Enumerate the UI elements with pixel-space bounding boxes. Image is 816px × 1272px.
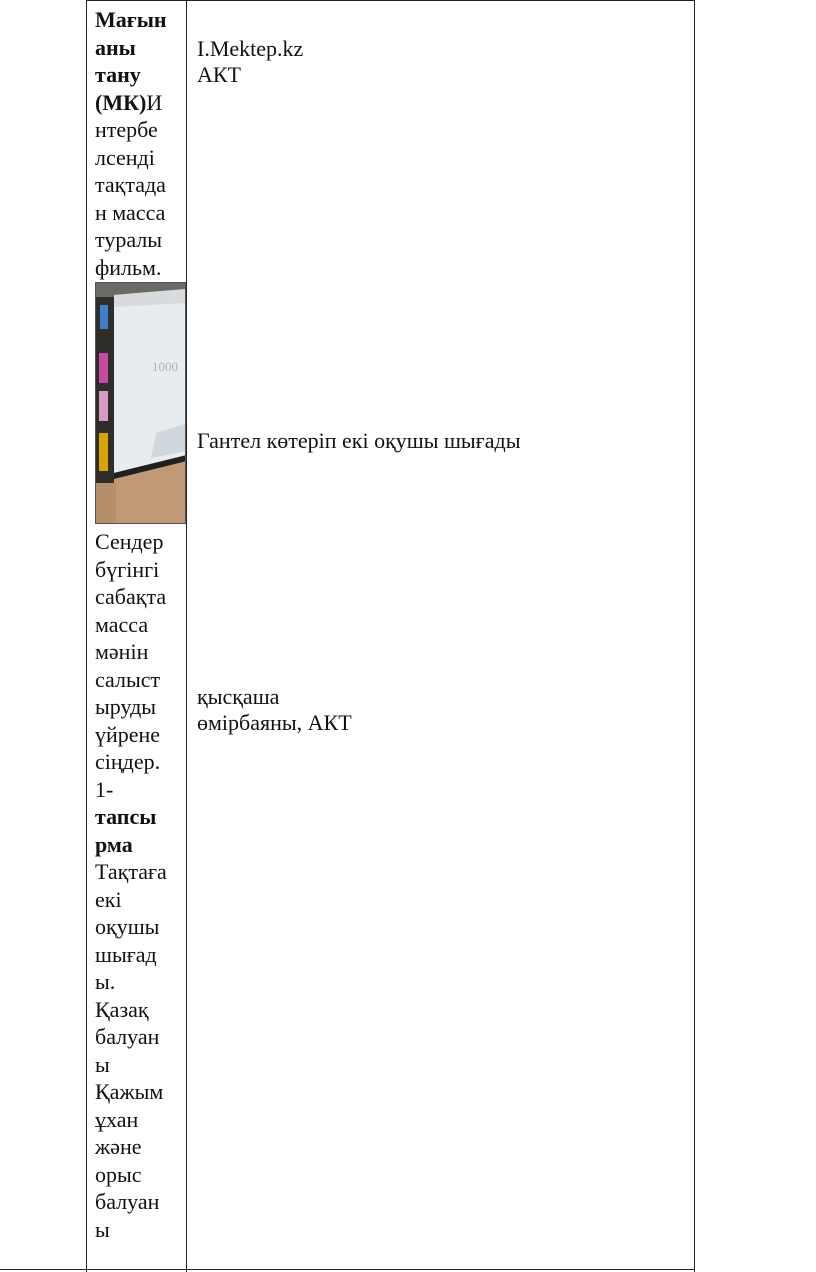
text-line-content: ыруды bbox=[95, 694, 157, 719]
text-line-content: Мағын bbox=[95, 7, 167, 32]
text-line bbox=[95, 941, 183, 969]
text-line bbox=[95, 1106, 183, 1134]
text-line-content: ұхан bbox=[95, 1106, 139, 1132]
text-line bbox=[95, 1133, 183, 1161]
table-border-bottom bbox=[0, 1269, 695, 1270]
text-line-content: балуан bbox=[95, 1024, 160, 1049]
text-line bbox=[95, 748, 183, 776]
text-line-content: туралы bbox=[95, 227, 163, 252]
text-line bbox=[95, 1188, 183, 1216]
text-line-content: ы bbox=[95, 1051, 110, 1077]
text-line bbox=[95, 226, 183, 254]
text-line bbox=[95, 556, 183, 584]
text-line bbox=[95, 89, 183, 117]
screen-number-text: 1000 bbox=[152, 359, 178, 374]
text-line-content: балуан bbox=[95, 1189, 160, 1214]
activity-description-bottom bbox=[95, 528, 183, 1243]
table-border-top bbox=[86, 0, 695, 1]
text-line bbox=[95, 666, 183, 694]
text-line bbox=[95, 1051, 183, 1079]
text-line-content: сабақта bbox=[95, 584, 167, 609]
text-line-content: бүгінгі bbox=[95, 556, 160, 582]
activity-description-top bbox=[95, 6, 183, 281]
text-line-content: сіңдер. bbox=[95, 749, 161, 774]
resource-line: Гантел көтеріп екі оқушы шығады bbox=[197, 428, 521, 453]
text-line bbox=[95, 34, 183, 62]
text-line bbox=[95, 61, 183, 89]
text-line-content: аны bbox=[95, 34, 136, 60]
resources-block-1 bbox=[197, 36, 303, 88]
text-line-content: 1- bbox=[95, 776, 114, 802]
text-line-content: лсенді bbox=[95, 144, 155, 170]
text-line-content: (МК) bbox=[95, 89, 147, 115]
text-line-content: нтербе bbox=[95, 117, 158, 142]
text-line bbox=[95, 886, 183, 914]
text-line bbox=[95, 913, 183, 941]
resources-block-2 bbox=[197, 428, 520, 454]
text-line bbox=[95, 199, 183, 227]
text-line-content: екі bbox=[95, 886, 122, 912]
resource-line: АКТ bbox=[197, 62, 241, 87]
text-line bbox=[95, 583, 183, 611]
text-line bbox=[95, 1078, 183, 1106]
text-line-content: тақтада bbox=[95, 172, 166, 197]
table-border-left bbox=[86, 0, 87, 1272]
text-line-content: рма bbox=[95, 831, 133, 857]
table-border-middle bbox=[186, 0, 187, 1272]
text-line-content: тану bbox=[95, 62, 141, 87]
resources-block-3 bbox=[197, 684, 352, 736]
text-line-content: шығад bbox=[95, 941, 157, 967]
text-line bbox=[95, 803, 183, 831]
text-line-content: үйрене bbox=[95, 721, 161, 747]
classroom-photo-image bbox=[96, 283, 186, 524]
text-line-content: ы bbox=[95, 1216, 110, 1242]
text-line bbox=[95, 858, 183, 886]
text-line bbox=[95, 528, 183, 556]
text-line bbox=[95, 1161, 183, 1189]
text-line-content: н масса bbox=[95, 199, 166, 225]
text-line bbox=[95, 1216, 183, 1244]
resource-line: өмірбаяны, АКТ bbox=[197, 710, 352, 735]
text-line bbox=[95, 1023, 183, 1051]
text-line bbox=[95, 638, 183, 666]
text-line-content: фильм. bbox=[95, 254, 162, 280]
text-line-content: және bbox=[95, 1134, 142, 1159]
text-line-content: орыс bbox=[95, 1161, 142, 1187]
text-line bbox=[95, 611, 183, 639]
text-line bbox=[95, 116, 183, 144]
text-line-tail: И bbox=[146, 89, 163, 115]
text-line-content: Қазақ bbox=[95, 996, 149, 1022]
table-border-right bbox=[694, 0, 695, 1272]
text-line-content: Қажым bbox=[95, 1079, 164, 1104]
text-line-content: Сендер bbox=[95, 529, 164, 554]
text-line bbox=[95, 6, 183, 34]
text-line bbox=[95, 144, 183, 172]
classroom-photo bbox=[95, 282, 186, 524]
text-line-content: салыст bbox=[95, 666, 161, 692]
text-line bbox=[95, 968, 183, 996]
text-line bbox=[95, 254, 183, 282]
text-line-content: оқушы bbox=[95, 914, 160, 939]
text-line-content: тапсы bbox=[95, 804, 157, 829]
text-line-content: Тақтаға bbox=[95, 859, 167, 884]
text-line-content: мәнін bbox=[95, 639, 149, 664]
text-line-content: ы. bbox=[95, 969, 116, 994]
text-line bbox=[95, 776, 183, 804]
text-line bbox=[95, 693, 183, 721]
resource-line: I.Mektep.kz bbox=[197, 36, 304, 61]
text-line bbox=[95, 171, 183, 199]
text-line-content: масса bbox=[95, 611, 149, 637]
resource-line: қысқаша bbox=[197, 684, 280, 709]
text-line bbox=[95, 996, 183, 1024]
text-line bbox=[95, 831, 183, 859]
text-line bbox=[95, 721, 183, 749]
